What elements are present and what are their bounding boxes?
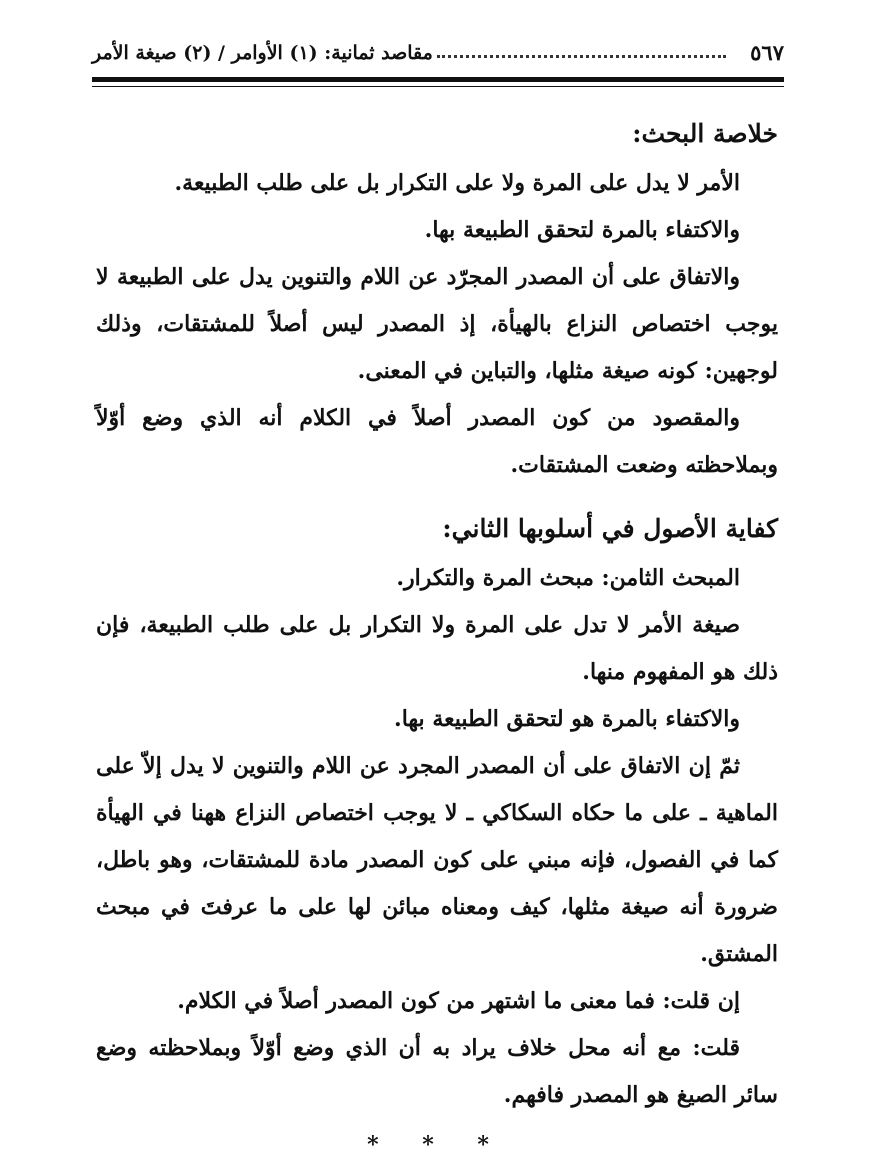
page-number: ٥٦٧ bbox=[750, 40, 784, 65]
paragraph: قلت: مع أنه محل خلاف يراد به أن الذي وضع أوّلاً وبملاحظته وضع سائر الصيغ هو المصدر فافهم. bbox=[96, 1035, 778, 1108]
header-rule-thin bbox=[92, 86, 784, 87]
paragraph: ثمّ إن الاتفاق على أن المصدر المجرد عن اللام والتنوين لا يدل إلاّ على الماهية ـ على ما حكاه السكاكي ـ لا يوجب اختصاص النزاع ههنا في الهيأة كما في الفصول، فإنه مبني على كون المصدر مادة للمشتقات، وهو باطل، ضرورة أنه صيغة مثلها، كيف ومعناه مبائن لها على ما عرفتَ في مبحث المشتق. bbox=[96, 753, 778, 967]
paragraph: صيغة الأمر لا تدل على المرة ولا التكرار بل على طلب الطبيعة، فإن ذلك هو المفهوم منها. bbox=[96, 612, 778, 685]
header-dotted-leader bbox=[437, 55, 726, 58]
section-gap bbox=[96, 489, 778, 503]
section-heading-kifaya: كفاية الأصول في أسلوبها الثاني: bbox=[442, 514, 778, 543]
paragraph: والاكتفاء بالمرة لتحقق الطبيعة بها. bbox=[424, 217, 740, 243]
paragraph: والمقصود من كون المصدر أصلاً في الكلام أنه الذي وضع أوّلاً وبملاحظته وضعت المشتقات. bbox=[96, 405, 778, 478]
header-rule-thick bbox=[92, 77, 784, 82]
section-end-asterisks: * * * bbox=[367, 1132, 507, 1158]
paragraph: الأمر لا يدل على المرة ولا على التكرار بل على طلب الطبيعة. bbox=[174, 170, 740, 196]
running-title: مقاصد ثمانية: (١) الأوامر / (٢) صيغة الأمر bbox=[92, 42, 433, 64]
paragraph: إن قلت: فما معنى ما اشتهر من كون المصدر أصلاً في الكلام. bbox=[177, 988, 740, 1014]
running-header bbox=[92, 38, 784, 74]
paragraph: والاكتفاء بالمرة هو لتحقق الطبيعة بها. bbox=[394, 706, 740, 732]
paragraph: والاتفاق على أن المصدر المجرّد عن اللام والتنوين يدل على الطبيعة لا يوجب اختصاص النزاع بالهيأة، إذ المصدر ليس أصلاً للمشتقات، وذلك لوجهين: كونه صيغة مثلها، والتباين في المعنى. bbox=[96, 264, 778, 384]
section-heading-summary: خلاصة البحث: bbox=[632, 119, 778, 148]
paragraph: المبحث الثامن: مبحث المرة والتكرار. bbox=[396, 565, 740, 591]
main-text bbox=[96, 108, 778, 1165]
